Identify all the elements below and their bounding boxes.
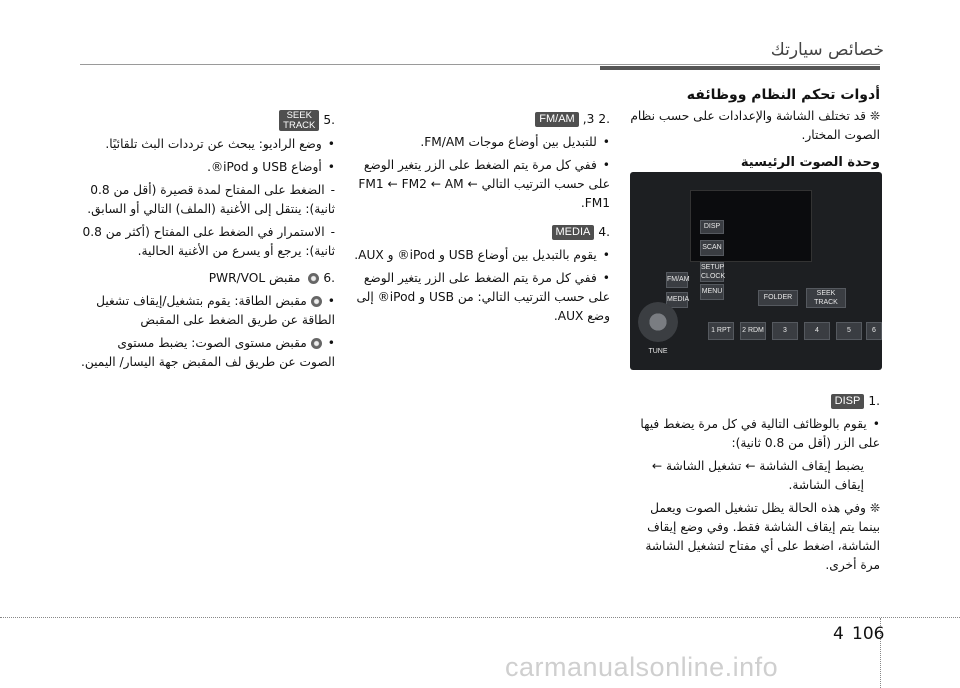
knob-icon [311, 296, 322, 307]
radio-setup-button: SETUP CLOCK [701, 264, 726, 280]
item-number: .5 [323, 113, 335, 127]
item-6-title: مقبض PWR/VOL [208, 271, 301, 285]
item-5-bullet-2: •أوضاع USB و iPod®. [207, 160, 335, 174]
radio-preset-2: 2 RDM [740, 322, 766, 340]
item-4-heading [348, 223, 610, 242]
item-1-sequence: يضبط إيقاف الشاشة ← تشغيل الشاشة ← إيقاف الشاشة. [651, 459, 864, 492]
item-number: .6 [323, 271, 335, 285]
radio-disp-button: DISP [700, 220, 724, 234]
item-number-secondary: 3, [582, 112, 595, 126]
item-6-bullet-1: •مقبض الطاقة: يقوم بتشغيل/إيقاف تشغيل الطاقة عن طريق الضغط على المقبض [96, 294, 335, 327]
intro-paragraph: ❊قد تختلف الشاشة والإعدادات على حسب نظام الصوت المختار. [630, 109, 880, 142]
tune-knob-icon [638, 302, 678, 342]
item-2-bullet-1: •للتبديل بين أوضاع موجات FM/AM. [420, 135, 610, 149]
radio-preset-3: 3 [772, 322, 798, 340]
item-2-bullet-2: •ففي كل مرة يتم الضغط على الزر يتغير الوضع على حسب الترتيب التالي FM1 ← FM2 ← AM ← FM1. [358, 158, 610, 210]
header-rule-accent [600, 66, 880, 70]
radio-preset-4: 4 [804, 322, 830, 340]
item-5-dash-1: -الضغط على المفتاح لمدة قصيرة (أقل من 0.8 ثانية): ينتقل إلى الأغنية (الملف) التالي أو السابق. [87, 183, 335, 216]
radio-preset-6: 6 [866, 322, 882, 340]
note-icon: ❊ [869, 109, 880, 123]
watermark: carmanualsonline.info [505, 652, 779, 682]
page-number: 106 [852, 624, 885, 644]
radio-seek-button: SEEK TRACK [806, 288, 846, 308]
item-number: .2 [598, 112, 610, 126]
item-5-dash-2: -الاستمرار في الضغط على المفتاح (أكثر من 0.8 ثانية): يرجع أو يسرع من الأغنية الحالية. [82, 225, 335, 258]
item-4-bullet-2: •ففي كل مرة يتم الضغط على الزر يتغير الوضع على حسب الترتيب التالي: من USB و iPod® إلى وضع AUX. [356, 271, 610, 323]
item-6-heading [80, 269, 335, 288]
item-5-bullet-1: •وضع الراديو: يبحث عن ترددات البث تلقائيًا. [105, 137, 335, 151]
item-number: .1 [868, 394, 880, 408]
fmam-button-label: FM/AM [535, 112, 578, 127]
radio-fmam-button: FM/AM [666, 272, 688, 288]
header-rule [80, 64, 880, 65]
section-subtitle: وحدة الصوت الرئيسية [740, 155, 880, 170]
item-number: .4 [598, 225, 610, 239]
item-4-bullet-1: •يقوم بالتبديل بين أوضاع USB و iPod® و AUX. [354, 248, 610, 262]
item-1-note: ❊وفي هذه الحالة يظل تشغيل الصوت ويعمل بينما يتم إيقاف الشاشة فقط. وفي وضع إيقاف الشاشة، اضغط على أي مفتاح لتشغيل الشاشة مرة أخرى. [645, 501, 880, 572]
radio-menu-button: MENU [700, 284, 724, 300]
item-1-heading [628, 392, 880, 411]
knob-icon [308, 273, 319, 284]
radio-preset-1: 1 RPT [708, 322, 734, 340]
radio-preset-5: 5 [836, 322, 862, 340]
radio-folder-button: FOLDER [758, 290, 798, 306]
radio-scan-button: SCAN [700, 240, 724, 256]
section-title: أدوات تحكم النظام ووظائفه [686, 87, 880, 103]
footer-rule [0, 617, 960, 618]
seek-track-button-label: SEEK TRACK [279, 110, 319, 131]
left-column [80, 104, 335, 376]
media-button-label: MEDIA [552, 225, 595, 240]
item-5-heading [80, 110, 335, 131]
item-1-bullet: •يقوم بالوظائف التالية في كل مرة يضغط فيها على الزر (أقل من 0.8 ثانية): [640, 417, 880, 450]
middle-column [348, 104, 610, 330]
section-number: 4 [833, 624, 844, 644]
item-2-heading [348, 110, 610, 129]
radio-media-button: MEDIA [666, 292, 688, 308]
radio-panel-image [630, 172, 882, 370]
knob-icon [311, 338, 322, 349]
note-icon: ❊ [869, 501, 880, 515]
disp-button-label: DISP [831, 394, 865, 409]
radio-tune-label: TUNE [648, 348, 668, 355]
item-6-bullet-2: •مقبض مستوى الصوت: يضبط مستوى الصوت عن طريق لف المقبض جهة اليسار/ اليمين. [80, 336, 335, 369]
header-title: خصائص سيارتك [770, 40, 884, 60]
